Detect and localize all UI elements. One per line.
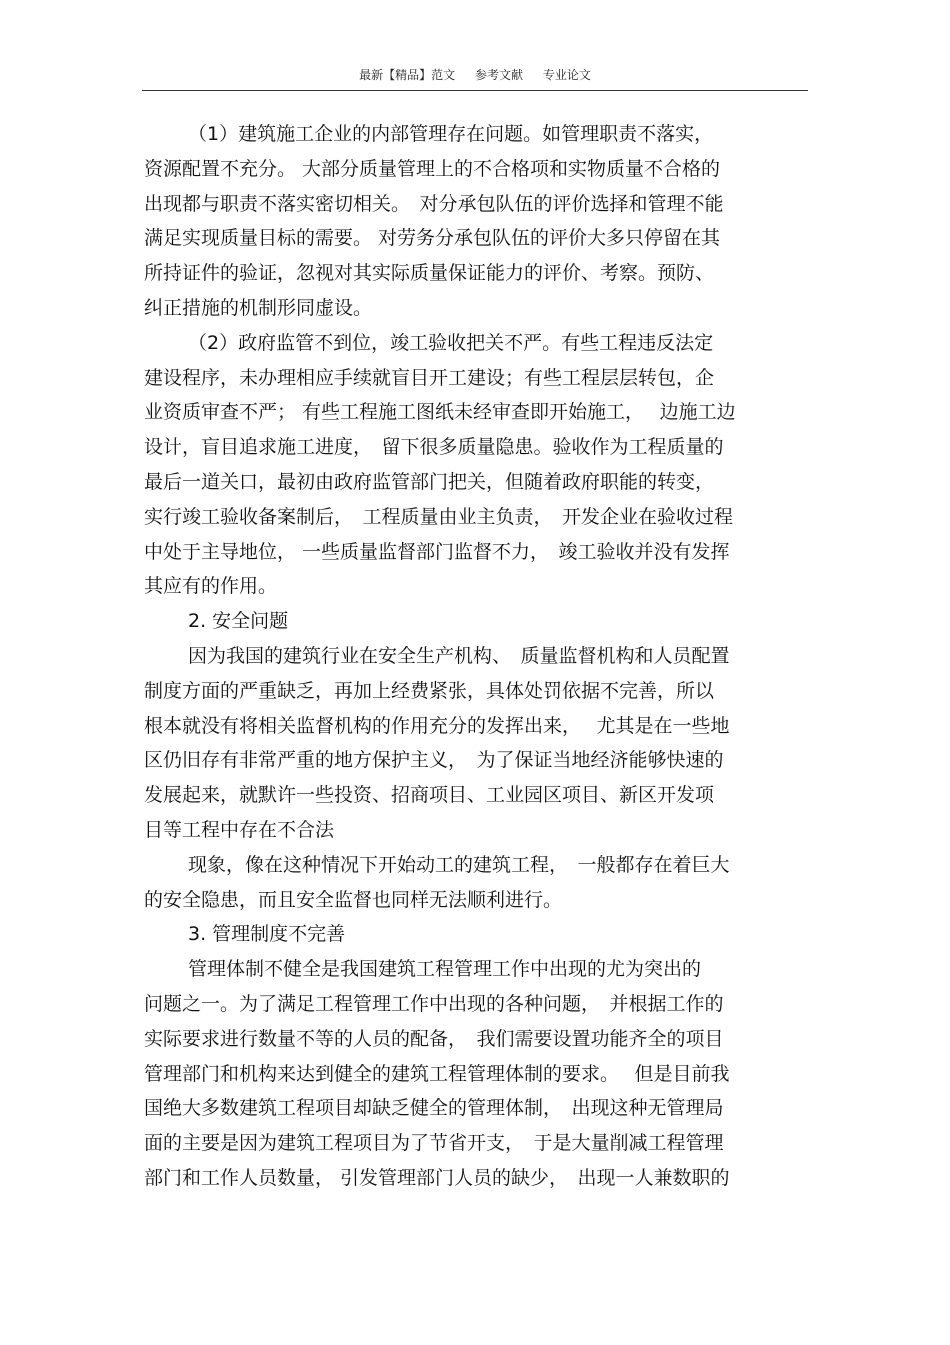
header-divider [142,90,808,91]
header-item: 最新【精品】范文 [359,68,456,82]
text-line: 其应有的作用。 [144,575,278,598]
page-header [142,66,808,83]
text-line: 的安全隐患，而且安全监督也同样无法顺利进行。 [144,888,563,911]
text-line: 面的主要是因为建筑工程项目为了节省开支， 于是大量削减工程管理 [144,1132,724,1155]
text-line: （2）政府监管不到位，竣工验收把关不严。有些工程违反法定 [188,331,714,354]
text-line: 建设程序，未办理相应手续就盲目开工建设；有些工程层层转包，企 [144,366,715,389]
text-line: 资源配置不充分。 大部分质量管理上的不合格项和实物质量不合格的 [144,157,721,180]
text-line: 纠正措施的机制形同虚设。 [144,296,373,319]
text-line: 部门和工作人员数量， 引发管理部门人员的缺少， 出现一人兼数职的 [144,1166,730,1189]
document-body [144,117,806,1196]
text-line: 中处于主导地位， 一些质量监督部门监督不力， 竣工验收并没有发挥 [144,540,730,563]
text-line: 出现都与职责不落实密切相关。 对分承包队伍的评价选择和管理不能 [144,192,724,215]
text-line: 现象，像在这种情况下开始动工的建筑工程， 一般都存在着巨大 [188,853,730,876]
text-line: 所持证件的验证，忽视对其实际质量保证能力的评价、考察。预防、 [144,262,715,285]
text-line: 发展起来，就默许一些投资、招商项目、工业园区项目、新区开发项 [144,784,715,807]
text-line: 管理部门和机构来达到健全的建筑工程管理体制的要求。 但是目前我 [144,1062,730,1085]
text-line: 2. 安全问题 [188,610,289,633]
text-line: 最后一道关口，最初由政府监管部门把关，但随着政府职能的转变， [144,470,715,493]
text-line: 根本就没有将相关监督机构的作用充分的发挥出来， 尤其是在一些地 [144,714,730,737]
text-line: 实行竣工验收备案制后， 工程质量由业主负责， 开发企业在验收过程 [144,505,734,528]
text-line: 国绝大多数建筑工程项目却缺乏健全的管理体制， 出现这种无管理局 [144,1097,724,1120]
text-line: 满足实现质量目标的需要。 对劳务分承包队伍的评价大多只停留在其 [144,227,721,250]
text-line: 设计，盲目追求施工进度， 留下很多质量隐患。验收作为工程质量的 [144,436,724,459]
text-line: 因为我国的建筑行业在安全生产机构、 质量监督机构和人员配置 [188,644,730,667]
text-line: 3. 管理制度不完善 [188,923,346,946]
text-line: 区仍旧存有非常严重的地方保护主义， 为了保证当地经济能够快速的 [144,749,724,772]
text-line: 业资质审查不严； 有些工程施工图纸未经审查即开始施工， 边施工边 [144,401,736,424]
header-item: 专业论文 [542,68,591,82]
text-line: 制度方面的严重缺乏，再加上经费紧张，具体处罚依据不完善，所以 [144,679,715,702]
header-item: 参考文献 [474,68,523,82]
text-line: 问题之一。为了满足工程管理工作中出现的各种问题， 并根据工作的 [144,992,724,1015]
text-line: （1）建筑施工企业的内部管理存在问题。如管理职责不落实， [188,123,714,145]
text-line: 管理体制不健全是我国建筑工程管理工作中出现的尤为突出的 [188,958,702,981]
text-line: 实际要求进行数量不等的人员的配备， 我们需要设置功能齐全的项目 [144,1027,724,1050]
text-line: 目等工程中存在不合法 [144,818,335,841]
